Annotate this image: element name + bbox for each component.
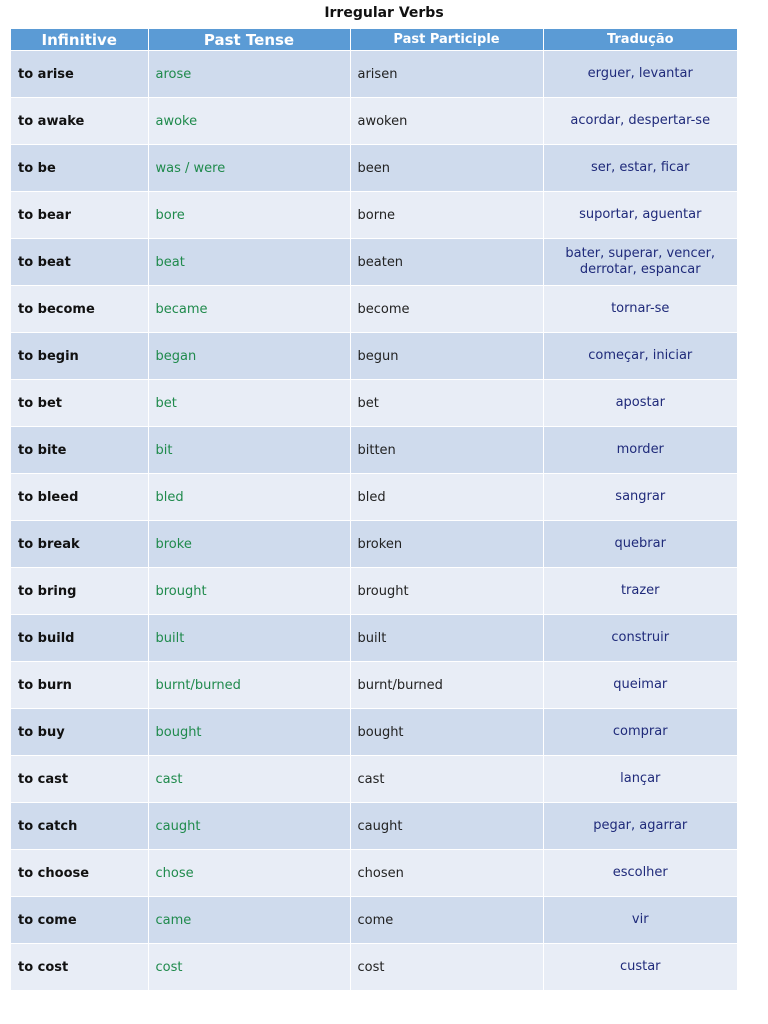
table-row [11, 51, 737, 98]
infinitive-cell: to arise [11, 51, 148, 98]
table-row [11, 756, 737, 803]
past-tense-cell: bore [148, 192, 350, 239]
table-body [11, 51, 737, 991]
translation-cell: vir [543, 897, 737, 944]
infinitive-cell: to become [11, 286, 148, 333]
table-row [11, 286, 737, 333]
past-participle-cell: cast [350, 756, 543, 803]
table-row [11, 850, 737, 897]
infinitive-cell: to buy [11, 709, 148, 756]
past-participle-cell: cost [350, 944, 543, 991]
translation-cell: sangrar [543, 474, 737, 521]
header-infinitive: Infinitive [11, 29, 148, 51]
translation-cell: custar [543, 944, 737, 991]
header-row [11, 29, 737, 51]
translation-cell: apostar [543, 380, 737, 427]
table-row [11, 897, 737, 944]
table-row [11, 427, 737, 474]
past-tense-cell: bought [148, 709, 350, 756]
table-row [11, 803, 737, 850]
translation-cell: ser, estar, ficar [543, 145, 737, 192]
infinitive-cell: to begin [11, 333, 148, 380]
past-participle-cell: bet [350, 380, 543, 427]
past-participle-cell: built [350, 615, 543, 662]
past-tense-cell: built [148, 615, 350, 662]
past-tense-cell: bit [148, 427, 350, 474]
past-participle-cell: bled [350, 474, 543, 521]
infinitive-cell: to bear [11, 192, 148, 239]
infinitive-cell: to catch [11, 803, 148, 850]
infinitive-cell: to come [11, 897, 148, 944]
past-participle-cell: arisen [350, 51, 543, 98]
table-row [11, 615, 737, 662]
infinitive-cell: to cost [11, 944, 148, 991]
translation-cell: erguer, levantar [543, 51, 737, 98]
past-tense-cell: arose [148, 51, 350, 98]
header-past-tense: Past Tense [148, 29, 350, 51]
past-tense-cell: bled [148, 474, 350, 521]
past-participle-cell: brought [350, 568, 543, 615]
past-participle-cell: bought [350, 709, 543, 756]
past-tense-cell: burnt/burned [148, 662, 350, 709]
infinitive-cell: to bite [11, 427, 148, 474]
infinitive-cell: to choose [11, 850, 148, 897]
past-tense-cell: brought [148, 568, 350, 615]
infinitive-cell: to awake [11, 98, 148, 145]
table-row [11, 521, 737, 568]
infinitive-cell: to cast [11, 756, 148, 803]
table-row [11, 239, 737, 286]
past-participle-cell: burnt/burned [350, 662, 543, 709]
past-tense-cell: chose [148, 850, 350, 897]
infinitive-cell: to break [11, 521, 148, 568]
past-participle-cell: chosen [350, 850, 543, 897]
infinitive-cell: to bet [11, 380, 148, 427]
table-row [11, 98, 737, 145]
past-tense-cell: awoke [148, 98, 350, 145]
header-past-participle: Past Participle [350, 29, 543, 51]
table-row [11, 333, 737, 380]
table-header [11, 29, 737, 51]
translation-cell: começar, iniciar [543, 333, 737, 380]
table-row [11, 709, 737, 756]
infinitive-cell: to bring [11, 568, 148, 615]
past-tense-cell: cost [148, 944, 350, 991]
translation-cell: bater, superar, vencer, derrotar, espancar [543, 239, 737, 286]
table-row [11, 944, 737, 991]
translation-cell: queimar [543, 662, 737, 709]
table-row [11, 568, 737, 615]
past-tense-cell: beat [148, 239, 350, 286]
infinitive-cell: to build [11, 615, 148, 662]
table-row [11, 380, 737, 427]
past-participle-cell: borne [350, 192, 543, 239]
infinitive-cell: to be [11, 145, 148, 192]
header-traducao: Tradução [543, 29, 737, 51]
translation-cell: escolher [543, 850, 737, 897]
translation-cell: quebrar [543, 521, 737, 568]
table-row [11, 474, 737, 521]
past-tense-cell: bet [148, 380, 350, 427]
translation-cell: suportar, aguentar [543, 192, 737, 239]
translation-cell: tornar-se [543, 286, 737, 333]
translation-cell: pegar, agarrar [543, 803, 737, 850]
infinitive-cell: to burn [11, 662, 148, 709]
page-title: Irregular Verbs [324, 5, 444, 21]
past-tense-cell: caught [148, 803, 350, 850]
past-tense-cell: was / were [148, 145, 350, 192]
past-tense-cell: cast [148, 756, 350, 803]
past-tense-cell: broke [148, 521, 350, 568]
irregular-verbs-table [11, 29, 737, 990]
table-row [11, 662, 737, 709]
translation-cell: acordar, despertar-se [543, 98, 737, 145]
table-row [11, 145, 737, 192]
past-tense-cell: came [148, 897, 350, 944]
past-participle-cell: caught [350, 803, 543, 850]
infinitive-cell: to bleed [11, 474, 148, 521]
infinitive-cell: to beat [11, 239, 148, 286]
translation-cell: trazer [543, 568, 737, 615]
past-participle-cell: become [350, 286, 543, 333]
past-participle-cell: come [350, 897, 543, 944]
translation-cell: lançar [543, 756, 737, 803]
translation-cell: construir [543, 615, 737, 662]
translation-cell: morder [543, 427, 737, 474]
translation-cell: comprar [543, 709, 737, 756]
past-participle-cell: beaten [350, 239, 543, 286]
past-tense-cell: became [148, 286, 350, 333]
past-participle-cell: begun [350, 333, 543, 380]
past-participle-cell: awoken [350, 98, 543, 145]
past-participle-cell: been [350, 145, 543, 192]
past-participle-cell: bitten [350, 427, 543, 474]
table-row [11, 192, 737, 239]
past-tense-cell: began [148, 333, 350, 380]
past-participle-cell: broken [350, 521, 543, 568]
